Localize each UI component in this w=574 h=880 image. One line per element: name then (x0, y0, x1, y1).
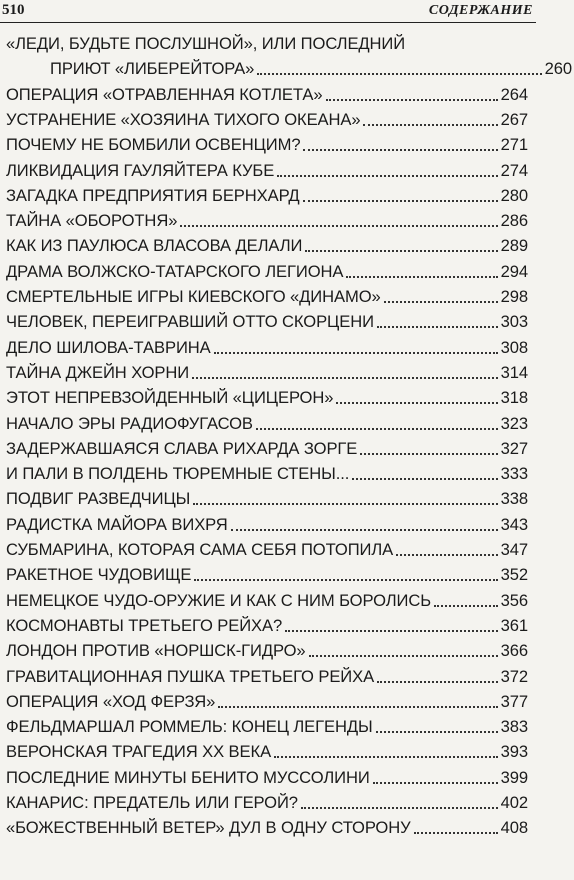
toc-entry-page: 399 (500, 767, 528, 787)
toc-entry-title: КАНАРИС: ПРЕДАТЕЛЬ ИЛИ ГЕРОЙ? (6, 793, 298, 812)
toc-entry-title: ВЕРОНСКАЯ ТРАГЕДИЯ XX ВЕКА (6, 742, 272, 762)
toc-entry-page: 333 (500, 464, 528, 484)
dot-leader (326, 98, 498, 101)
toc-entry-title: ТАЙНА ДЖЕЙН ХОРНИ (6, 362, 190, 382)
toc-entry-title: «ЛЕДИ, БУДЬТЕ ПОСЛУШНОЙ», ИЛИ ПОСЛЕДНИЙ (6, 34, 406, 53)
toc-entry-page: 323 (500, 413, 528, 433)
toc-entry-page: 289 (500, 236, 528, 256)
toc-entry-page: 352 (500, 565, 528, 585)
dot-leader (434, 604, 498, 607)
toc-entry-title: РАДИСТКА МАЙОРА ВИХРЯ (6, 514, 228, 534)
dot-leader (346, 275, 497, 278)
toc-entry-page: 402 (500, 793, 528, 812)
toc-entry-title: УСТРАНЕНИЕ «ХОЗЯИНА ТИХОГО ОКЕАНА» (6, 109, 361, 129)
toc-entry-title: КАК ИЗ ПАУЛЮСА ВЛАСОВА ДЕЛАЛИ (6, 236, 303, 256)
page-header (0, 0, 536, 23)
dot-leader (277, 174, 497, 177)
toc-entry-page: 327 (500, 438, 528, 458)
toc-entry-title: «БОЖЕСТВЕННЫЙ ВЕТЕР» ДУЛ В ОДНУ СТОРОНУ (6, 818, 411, 838)
toc-entry-page: 294 (500, 261, 528, 281)
running-title: СОДЕРЖАНИЕ (428, 3, 533, 18)
dot-leader (231, 528, 498, 531)
toc-entry-title: И ПАЛИ В ПОЛДЕНЬ ТЮРЕМНЫЕ СТЕНЫ... (6, 464, 350, 484)
toc-entry-page: 338 (500, 489, 528, 509)
dot-leader (301, 806, 498, 809)
toc-entry-title: ЗАГАДКА ПРЕДПРИЯТИЯ БЕРНХАРД (6, 185, 300, 205)
toc-entry-title: РАКЕТНОЕ ЧУДОВИЩЕ (6, 565, 192, 585)
toc-entry-page: 361 (500, 615, 528, 635)
toc-entry-page: 347 (500, 540, 528, 559)
toc-entry-page: 280 (500, 185, 528, 205)
toc-entry-title: ОПЕРАЦИЯ «ОТРАВЛЕННАЯ КОТЛЕТА» (6, 84, 323, 104)
toc-entry-page: 298 (500, 287, 528, 306)
toc-entry-title: ОПЕРАЦИЯ «ХОД ФЕРЗЯ» (6, 691, 216, 711)
dot-leader (309, 654, 498, 657)
toc-entry-title: ЗАДЕРЖАВШАЯСЯ СЛАВА РИХАРДА ЗОРГЕ (6, 438, 358, 458)
dot-leader (305, 249, 497, 252)
toc-entry-page: 356 (500, 590, 528, 610)
toc-entry-page: 264 (500, 84, 528, 104)
toc-entry-title: ДРАМА ВОЛЖСКО-ТАТАРСКОГО ЛЕГИОНА (6, 261, 344, 281)
toc-entry-title: ДЕЛО ШИЛОВА-ТАВРИНА (6, 337, 211, 357)
page-number: 510 (2, 2, 25, 18)
toc-entry-title: СМЕРТЕЛЬНЫЕ ИГРЫ КИЕВСКОГО «ДИНАМО» (6, 287, 381, 306)
toc-entry-title: КОСМОНАВТЫ ТРЕТЬЕГО РЕЙХА? (6, 615, 283, 635)
dot-leader (336, 401, 497, 404)
toc-entry-page: 303 (500, 312, 528, 332)
toc-entry-title: НАЧАЛО ЭРЫ РАДИОФУГАСОВ (6, 413, 253, 433)
toc-entry-title: ПОСЛЕДНИЕ МИНУТЫ БЕНИТО МУССОЛИНИ (6, 767, 370, 787)
dot-leader (377, 680, 498, 683)
toc-entry-page: 271 (500, 135, 528, 155)
toc-entry-page: 274 (500, 160, 528, 180)
toc-entry-page: 318 (500, 388, 528, 408)
toc-entry-page: 308 (500, 337, 528, 357)
toc-entry-page: 383 (500, 717, 528, 737)
toc-entry-title: ФЕЛЬДМАРШАЛ РОММЕЛЬ: КОНЕЦ ЛЕГЕНДЫ (6, 717, 373, 737)
dot-leader (396, 553, 498, 556)
toc-entry-title: ГРАВИТАЦИОННАЯ ПУШКА ТРЕТЬЕГО РЕЙХА (6, 666, 375, 686)
toc-entry-title: ЭТОТ НЕПРЕВЗОЙДЕННЫЙ «ЦИЦЕРОН» (6, 388, 334, 408)
toc-entry-title: НЕМЕЦКОЕ ЧУДО-ОРУЖИЕ И КАК С НИМ БОРОЛИСЬ (6, 590, 431, 610)
dot-leader (192, 376, 498, 379)
toc-entry-title: ЛОНДОН ПРОТИВ «НОРШСК-ГИДРО» (6, 641, 306, 661)
dot-leader (285, 629, 497, 632)
dot-leader (384, 300, 498, 303)
toc-entry-title: ТАЙНА «ОБОРОТНЯ» (6, 211, 178, 231)
toc-entry-page: 393 (500, 742, 528, 762)
toc-entry-page: 372 (500, 666, 528, 686)
dot-leader (256, 427, 498, 430)
toc-entry-title: ЛИКВИДАЦИЯ ГАУЛЯЙТЕРА КУБЕ (6, 160, 275, 180)
toc-entry-page: 408 (500, 818, 528, 838)
toc-entry-title: ПОЧЕМУ НЕ БОМБИЛИ ОСВЕНЦИМ? (6, 135, 301, 155)
dot-leader (180, 224, 497, 227)
dot-leader (257, 72, 541, 75)
dot-leader (373, 781, 498, 784)
dot-leader (194, 578, 497, 581)
dot-leader (360, 452, 497, 455)
dot-leader (363, 123, 497, 126)
toc-entry-page: 343 (500, 514, 528, 534)
dot-leader (414, 831, 498, 834)
toc-entry-title: ПРИЮТ «ЛИБЕРЕЙТОРА» (50, 59, 255, 79)
toc-entry-page: 377 (500, 691, 528, 711)
toc-entry-page: 286 (500, 211, 528, 231)
dot-leader (303, 148, 497, 151)
dot-leader (214, 351, 498, 354)
dot-leader (193, 502, 497, 505)
toc-entry-page: 267 (500, 109, 528, 129)
dot-leader (377, 325, 498, 328)
toc-entry-title: СУБМАРИНА, КОТОРАЯ САМА СЕБЯ ПОТОПИЛА (6, 540, 394, 559)
toc-entry-page: 314 (500, 362, 528, 382)
toc-entry-page: 366 (500, 641, 528, 661)
dot-leader (352, 477, 497, 480)
toc-entry-title: ЧЕЛОВЕК, ПЕРЕИГРАВШИЙ ОТТО СКОРЦЕНИ (6, 312, 374, 332)
dot-leader (218, 705, 497, 708)
toc-entry-title: ПОДВИГ РАЗВЕДЧИЦЫ (6, 489, 191, 509)
dot-leader (376, 730, 498, 733)
dot-leader (274, 755, 498, 758)
dot-leader (303, 199, 498, 202)
toc-entry-page: 260 (544, 59, 572, 79)
